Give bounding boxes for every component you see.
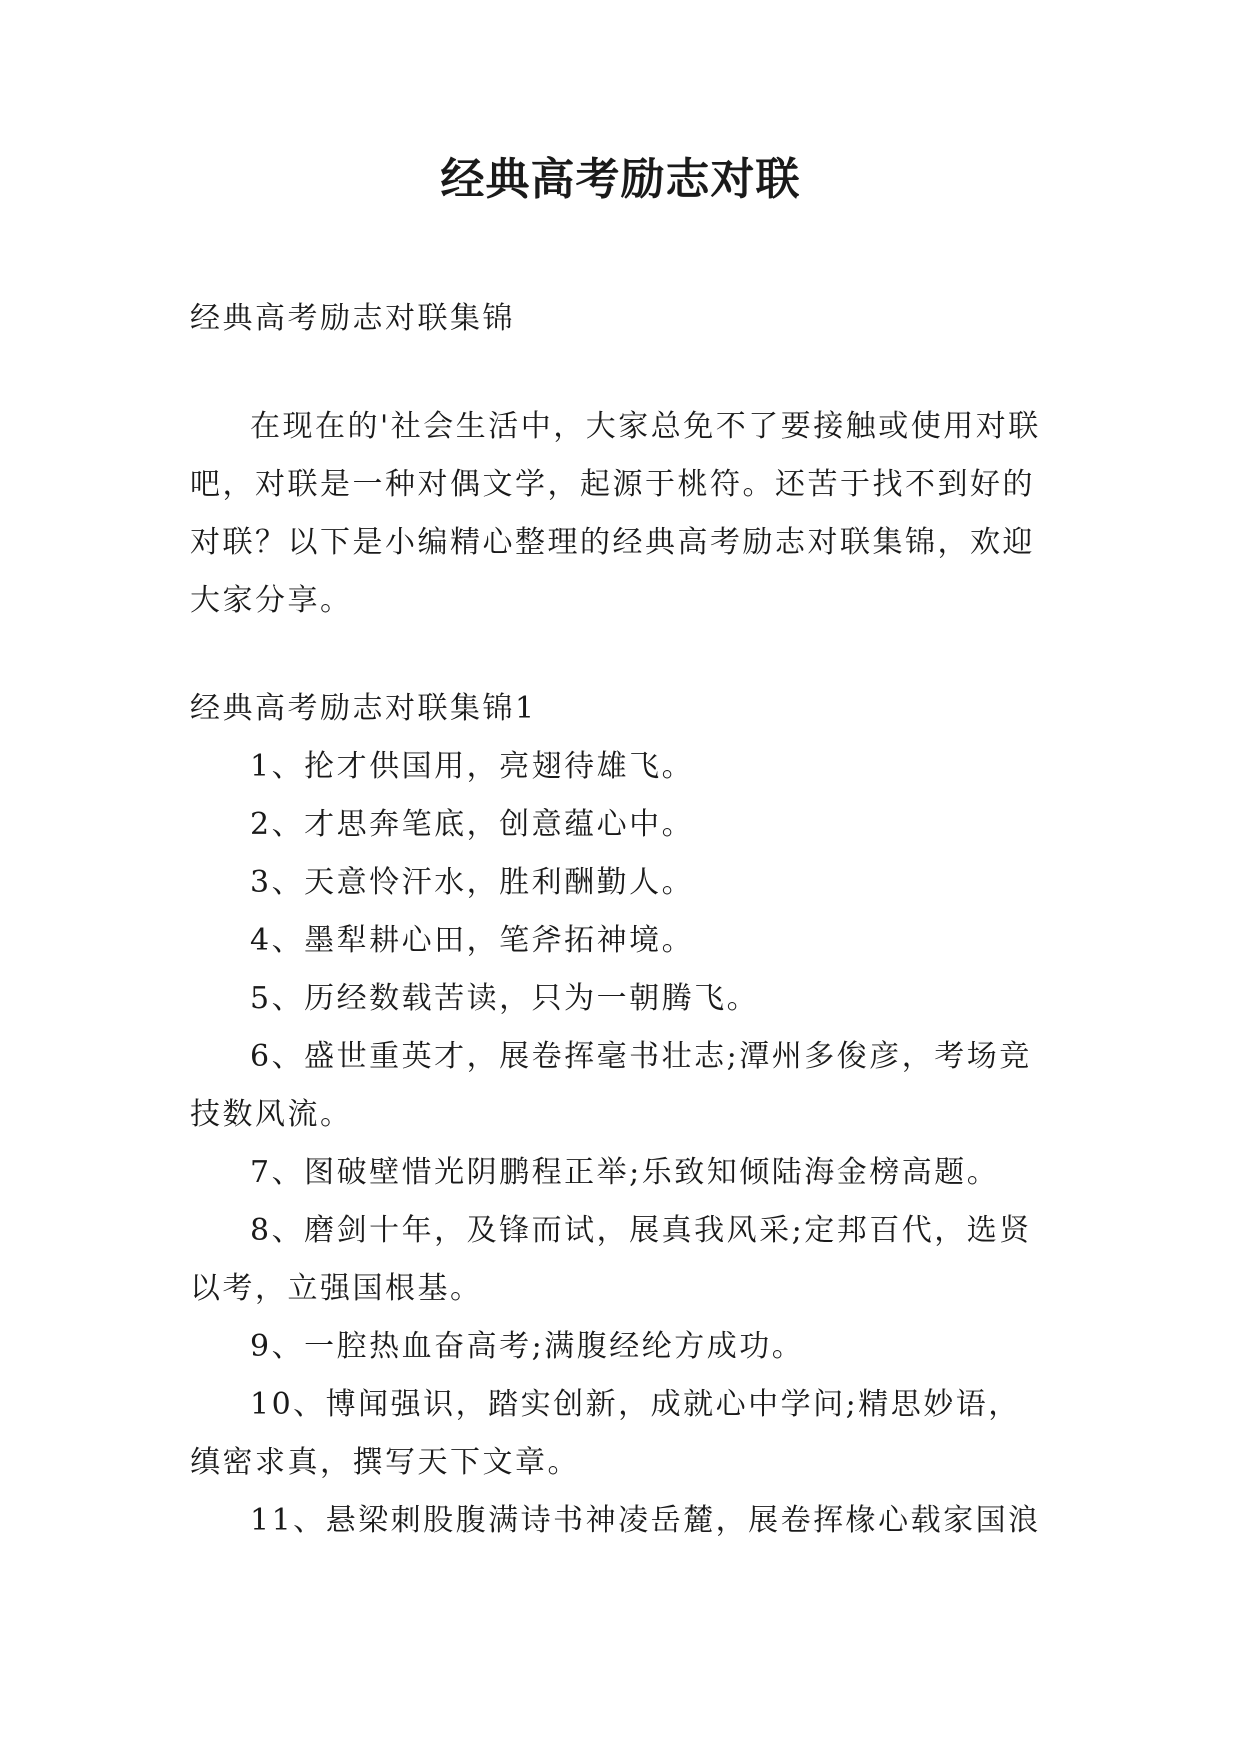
section-heading: 经典高考励志对联集锦1 [190,691,537,726]
couplet-item: 7、图破壁惜光阴鹏程正举;乐致知倾陆海金榜高题。 [250,1155,1000,1190]
couplet-item: 9、一腔热血奋高考;满腹经纶方成功。 [250,1329,805,1364]
intro-paragraph: 在现在的'社会生活中，大家总免不了要接触或使用对联吧，对联是一种对偶文学，起源于桃符。还苦于找不到好的对联？以下是小编精心整理的经典高考励志对联集锦，欢迎大家分享。 [190,409,1041,618]
couplet-item: 11、悬梁刺股腹满诗书神凌岳麓，展卷挥椽心载家国浪 [250,1503,1041,1538]
document-subtitle: 经典高考励志对联集锦 [190,301,515,336]
document-body [190,290,1050,1550]
couplet-item: 1、抡才供国用，亮翅待雄飞。 [250,749,695,784]
couplet-item: 10、博闻强识，踏实创新，成就心中学问;精思妙语，缜密求真，撰写天下文章。 [190,1387,1021,1480]
couplet-item: 4、墨犁耕心田，笔斧拓神境。 [250,923,695,958]
couplet-item: 2、才思奔笔底，创意蕴心中。 [250,807,695,842]
couplet-item: 6、盛世重英才，展卷挥毫书壮志;潭州多俊彦，考场竞技数风流。 [190,1039,1032,1132]
couplet-item: 3、天意怜汗水，胜利酬勤人。 [250,865,695,900]
couplet-item: 8、磨剑十年，及锋而试，展真我风采;定邦百代，选贤以考，立强国根基。 [190,1213,1032,1306]
couplet-item: 5、历经数载苦读，只为一朝腾飞。 [250,981,760,1016]
document-title: 经典高考励志对联 [440,154,801,205]
